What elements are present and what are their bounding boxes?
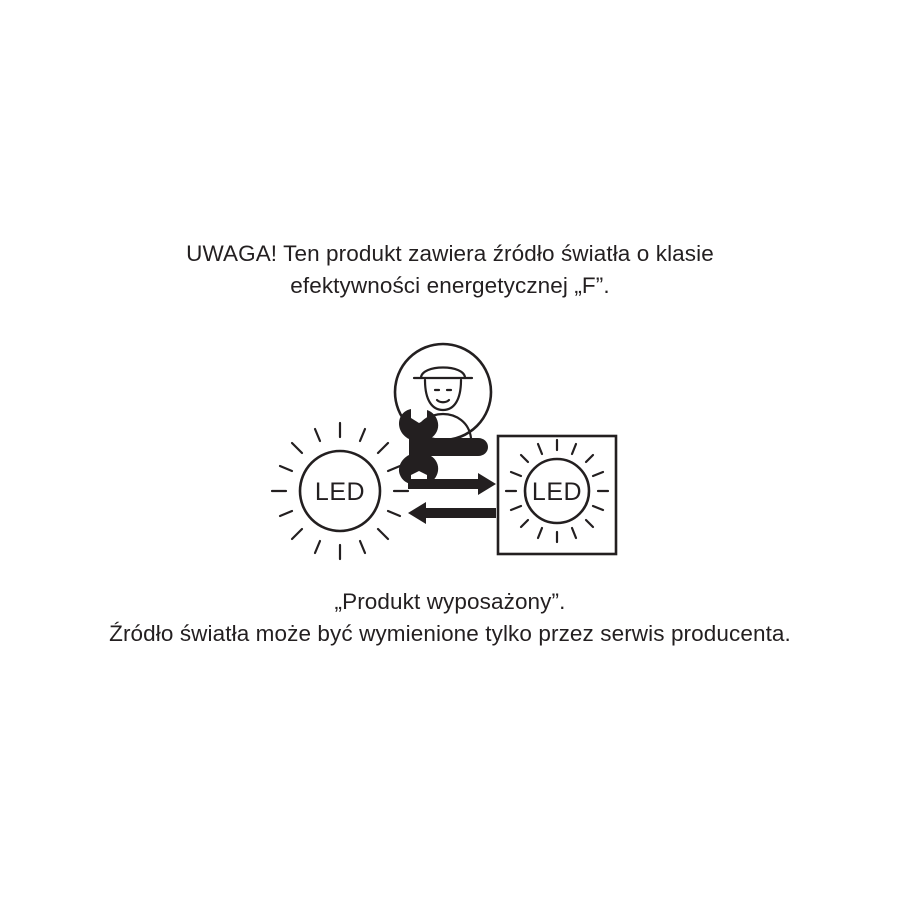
notice-line-1: UWAGA! Ten produkt zawiera źródło światła o klasie — [186, 241, 714, 266]
notice-text — [0, 238, 900, 302]
footer-line-2: Źródło światła może być wymienione tylko przez serwis producenta. — [109, 620, 791, 646]
footer-line-1: „Produkt wyposażony”. — [334, 589, 566, 614]
technician-wrench-icon — [395, 344, 491, 484]
right-lamp-square-fixture — [498, 436, 616, 554]
two-way-arrows-icon — [408, 473, 496, 524]
footer-text — [0, 586, 900, 650]
notice-line-2: efektywności energetycznej „F”. — [290, 272, 610, 298]
right-lamp-label: LED — [531, 478, 583, 506]
wrench-shape — [399, 409, 488, 484]
diagram-area — [0, 338, 900, 568]
left-lamp-circle — [272, 423, 408, 559]
diagram-svg — [0, 338, 900, 568]
left-lamp-label: LED — [314, 478, 366, 506]
